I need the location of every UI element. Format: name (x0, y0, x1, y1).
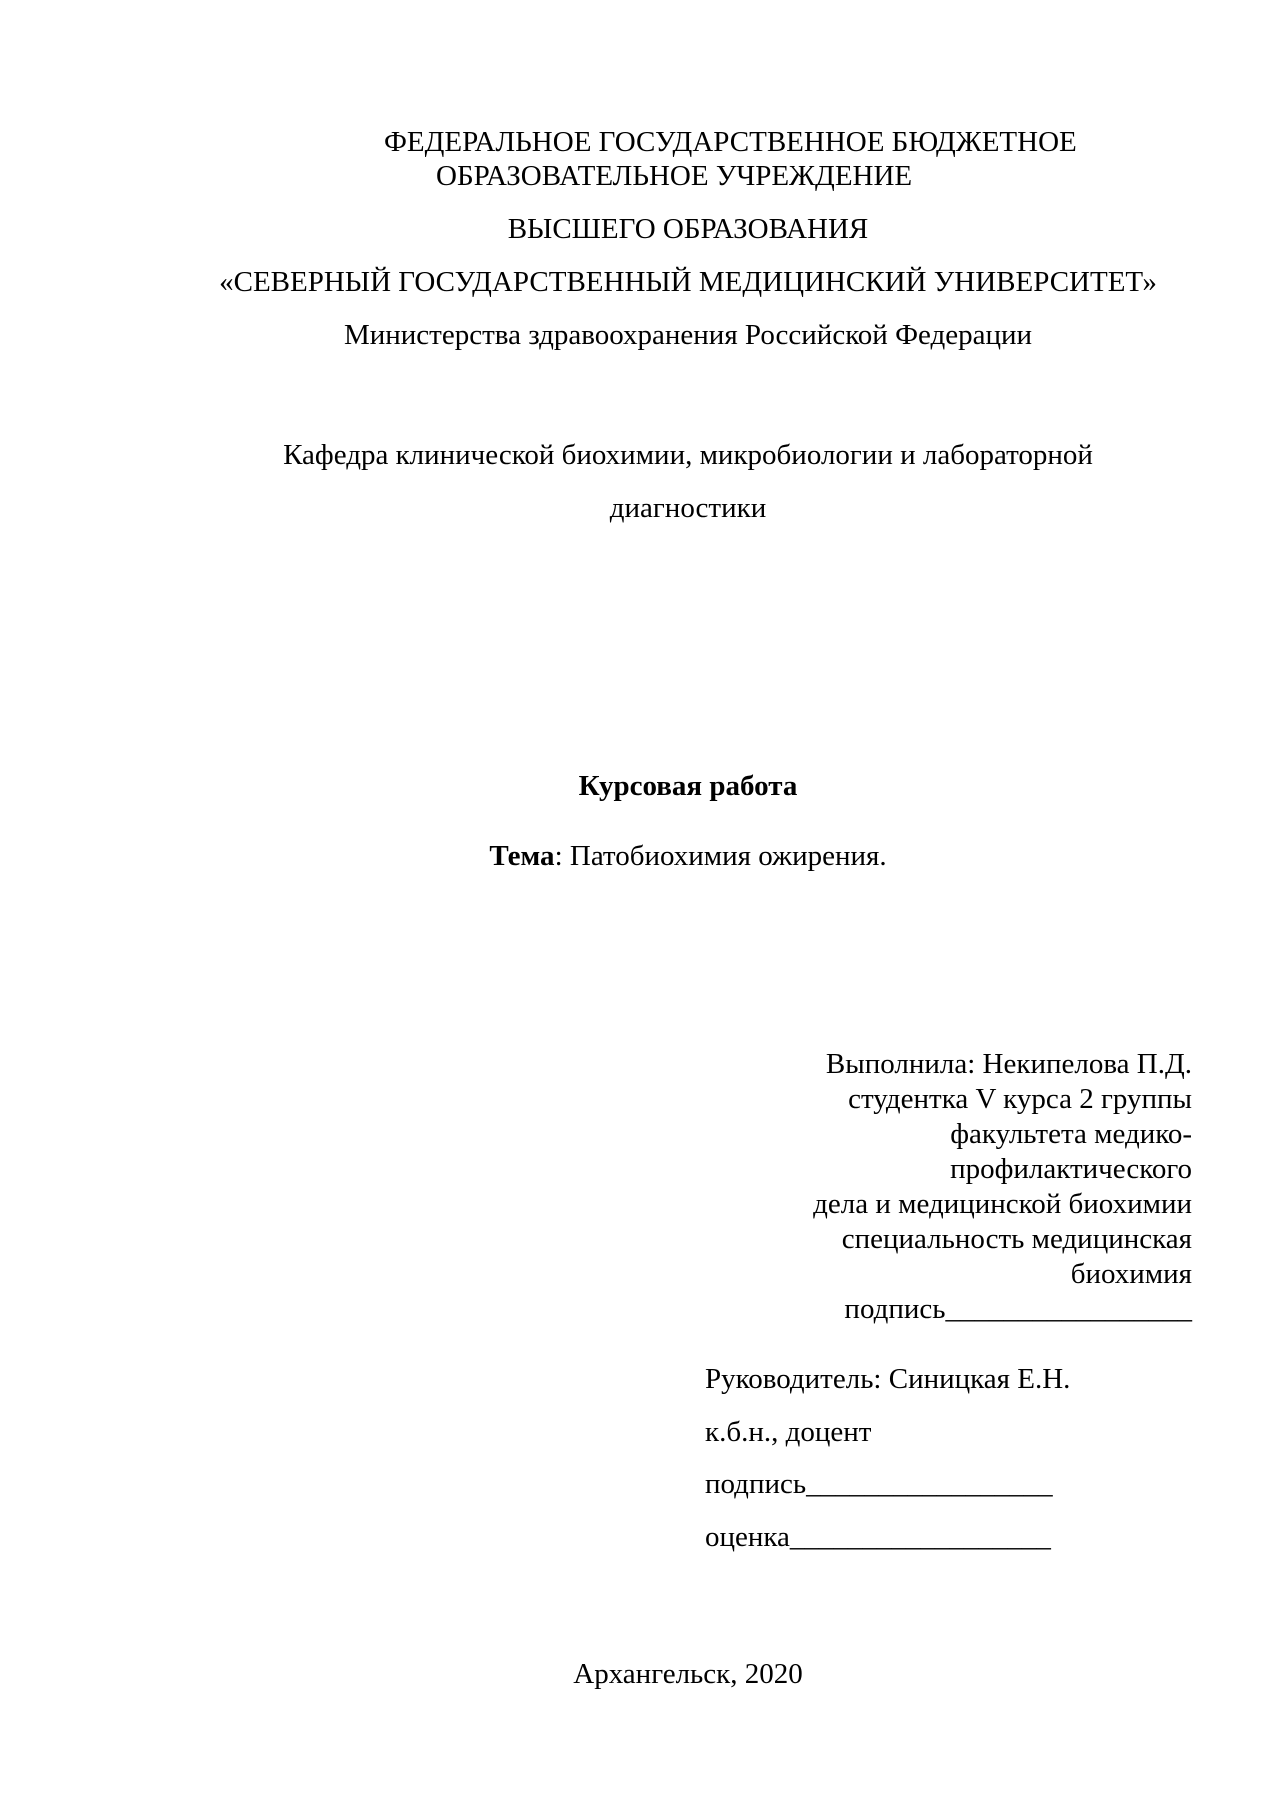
university-name: «СЕВЕРНЫЙ ГОСУДАРСТВЕННЫЙ МЕДИЦИНСКИЙ УНИВЕРСИТЕТ» (219, 266, 1157, 298)
header-line-3: ВЫСШЕГО ОБРАЗОВАНИЯ (507, 213, 869, 245)
supervisor-grade: оценка__________________ (705, 1521, 1051, 1553)
work-topic (0, 842, 1280, 871)
student-line-6: специальность медицинская (841, 1223, 1192, 1255)
department-line-2: диагностики (609, 492, 767, 524)
department-line-1: Кафедра клинической биохимии, микробиологии и лабораторной (283, 439, 1093, 471)
topic-label: Тема (489, 840, 555, 872)
ministry-name: Министерства здравоохранения Российской Федерации (343, 319, 1033, 351)
student-line-3: факультета медико- (950, 1118, 1192, 1150)
student-line-5: дела и медицинской биохимии (813, 1188, 1192, 1220)
header-line-2: ОБРАЗОВАТЕЛЬНОЕ УЧРЕЖДЕНИЕ (436, 160, 913, 192)
work-type: Курсовая работа (578, 770, 798, 802)
supervisor-signature: подпись_________________ (705, 1468, 1053, 1500)
student-line-4: профилактического (950, 1153, 1192, 1185)
header-line-1: ФЕДЕРАЛЬНОЕ ГОСУДАРСТВЕННОЕ БЮДЖЕТНОЕ (384, 126, 1077, 158)
student-line-7: биохимия (1070, 1258, 1192, 1290)
student-line-1: Выполнила: Некипелова П.Д. (825, 1048, 1192, 1080)
supervisor-line-1: Руководитель: Синицкая Е.Н. (705, 1363, 1071, 1395)
student-signature: подпись_________________ (844, 1293, 1192, 1325)
supervisor-line-2: к.б.н., доцент (705, 1416, 872, 1448)
city-year: Архангельск, 2020 (573, 1658, 803, 1690)
topic-text: : Патобиохимия ожирения. (554, 840, 887, 872)
student-line-2: студентка V курса 2 группы (848, 1083, 1192, 1115)
